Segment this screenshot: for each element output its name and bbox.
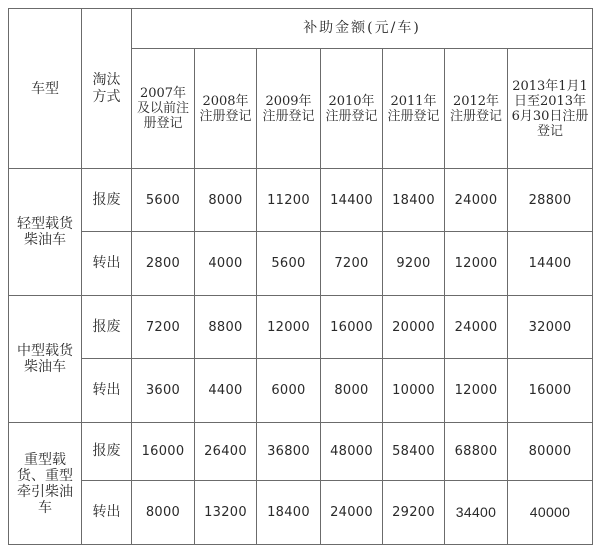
- value-cell: 48000: [321, 423, 383, 481]
- value-cell: 40000: [508, 481, 593, 545]
- value-cell: 4000: [195, 232, 257, 296]
- table-row: [9, 481, 593, 545]
- value-cell: 58400: [383, 423, 445, 481]
- group-heavy-diesel: 重型载货、重型牵引柴油车: [9, 423, 82, 545]
- table-row: [9, 296, 593, 359]
- value-cell: 5600: [132, 169, 195, 232]
- value-cell: 14400: [508, 232, 593, 296]
- header-period-2012: 2012年注册登记: [445, 49, 508, 169]
- header-method-label: 淘汰方式: [92, 71, 121, 105]
- group-medium-diesel: 中型载货柴油车: [9, 296, 82, 423]
- value-cell: 29200: [383, 481, 445, 545]
- header-vehicle-type: 车型: [9, 9, 82, 169]
- header-period-2007: 2007年及以前注册登记: [132, 49, 195, 169]
- table-row: [9, 359, 593, 423]
- value-cell: 32000: [508, 296, 593, 359]
- value-cell: 3600: [132, 359, 195, 423]
- value-cell: 8000: [195, 169, 257, 232]
- method-cell: 报废: [82, 423, 132, 481]
- value-cell: 16000: [321, 296, 383, 359]
- value-cell: 68800: [445, 423, 508, 481]
- value-cell: 8000: [321, 359, 383, 423]
- value-cell: 28800: [508, 169, 593, 232]
- method-cell: 转出: [82, 481, 132, 545]
- method-cell: 转出: [82, 232, 132, 296]
- value-cell: 7200: [132, 296, 195, 359]
- value-cell: 34400: [445, 481, 508, 545]
- value-cell: 5600: [257, 232, 321, 296]
- value-cell: 26400: [195, 423, 257, 481]
- value-cell: 18400: [383, 169, 445, 232]
- value-cell: 36800: [257, 423, 321, 481]
- header-subsidy-title: 补助金额(元/车): [132, 9, 593, 49]
- value-cell: 20000: [383, 296, 445, 359]
- value-cell: 2800: [132, 232, 195, 296]
- value-cell: 8000: [132, 481, 195, 545]
- subsidy-table: [8, 8, 593, 545]
- header-row-1: [9, 9, 593, 49]
- table-row: [9, 423, 593, 481]
- method-cell: 报废: [82, 169, 132, 232]
- value-cell: 6000: [257, 359, 321, 423]
- group-light-diesel: 轻型载货柴油车: [9, 169, 82, 296]
- value-cell: 13200: [195, 481, 257, 545]
- value-cell: 4400: [195, 359, 257, 423]
- subsidy-table-container: [8, 8, 592, 544]
- value-cell: 24000: [321, 481, 383, 545]
- table-row: [9, 169, 593, 232]
- header-period-2013: 2013年1月1日至2013年6月30日注册登记: [508, 49, 593, 169]
- value-cell: 14400: [321, 169, 383, 232]
- value-cell: 16000: [132, 423, 195, 481]
- header-period-2010: 2010年注册登记: [321, 49, 383, 169]
- value-cell: 10000: [383, 359, 445, 423]
- value-cell: 12000: [445, 359, 508, 423]
- value-cell: 7200: [321, 232, 383, 296]
- value-cell: 8800: [195, 296, 257, 359]
- header-period-2008: 2008年注册登记: [195, 49, 257, 169]
- table-row: [9, 232, 593, 296]
- header-period-2009: 2009年注册登记: [257, 49, 321, 169]
- method-cell: 报废: [82, 296, 132, 359]
- header-period-2011: 2011年注册登记: [383, 49, 445, 169]
- value-cell: 11200: [257, 169, 321, 232]
- value-cell: 12000: [445, 232, 508, 296]
- value-cell: 18400: [257, 481, 321, 545]
- header-method: [82, 9, 132, 169]
- value-cell: 16000: [508, 359, 593, 423]
- value-cell: 12000: [257, 296, 321, 359]
- value-cell: 24000: [445, 296, 508, 359]
- value-cell: 80000: [508, 423, 593, 481]
- value-cell: 24000: [445, 169, 508, 232]
- value-cell: 9200: [383, 232, 445, 296]
- method-cell: 转出: [82, 359, 132, 423]
